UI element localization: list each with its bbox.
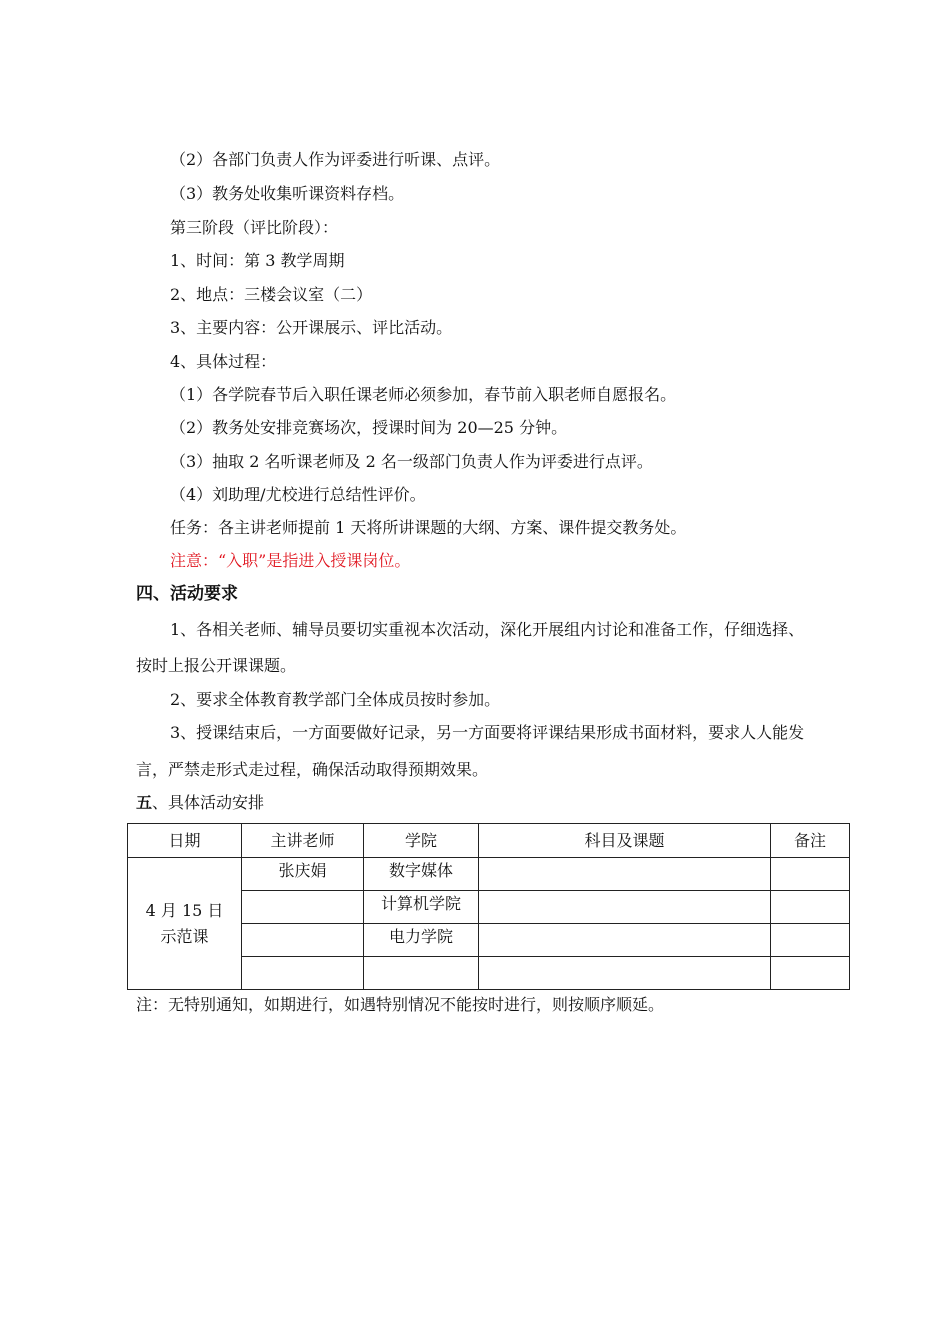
stage3-process-4: （4）刘助理/尤校进行总结性评价。 [170, 485, 426, 504]
section4-p1-line1: 1、各相关老师、辅导员要切实重视本次活动，深化开展组内讨论和准备工作，仔细选择、 [170, 620, 805, 639]
stage2-item-2: （2）各部门负责人作为评委进行听课、点评。 [170, 150, 501, 169]
subject-cell [479, 891, 771, 924]
section4-p3-line1: 3、授课结束后，一方面要做好记录，另一方面要将评课结果形成书面材料，要求人人能发 [170, 723, 805, 742]
header-date: 日期 [128, 824, 242, 858]
section5-heading [136, 792, 264, 814]
date-line2: 示范课 [160, 926, 209, 946]
subject-cell [479, 858, 771, 891]
stage3-process-title: 4、具体过程： [170, 352, 277, 371]
section4-heading: 四、活动要求 [136, 584, 238, 604]
college-cell [364, 957, 479, 990]
section4-p1-line2: 按时上报公开课课题。 [136, 656, 297, 675]
header-college: 学院 [364, 824, 479, 858]
table-row [128, 858, 850, 891]
date-line1: 4 月 15 日 [145, 900, 224, 920]
schedule-header-row [128, 824, 850, 858]
college-cell: 数字媒体 [364, 858, 479, 891]
subject-cell [479, 924, 771, 957]
section5-heading-text: 、具体活动安排 [152, 793, 265, 812]
schedule-table [127, 823, 850, 990]
header-teacher: 主讲老师 [242, 824, 364, 858]
remark-cell [771, 957, 850, 990]
footnote: 注：无特别通知，如期进行，如遇特别情况不能按时进行，则按顺序顺延。 [136, 995, 665, 1014]
college-cell: 计算机学院 [364, 891, 479, 924]
teacher-cell [242, 957, 364, 990]
stage3-time: 1、时间：第 3 教学周期 [170, 251, 345, 270]
stage3-title: 第三阶段（评比阶段）： [170, 218, 339, 237]
date-cell [128, 858, 242, 990]
stage3-process-3: （3）抽取 2 名听课老师及 2 名一级部门负责人作为评委进行点评。 [170, 452, 653, 471]
section4-p3-line2: 言，严禁走形式走过程，确保活动取得预期效果。 [136, 760, 489, 779]
remark-cell [771, 924, 850, 957]
teacher-cell [242, 891, 364, 924]
stage3-place: 2、地点：三楼会议室（二） [170, 285, 373, 304]
teacher-cell: 张庆娟 [242, 858, 364, 891]
subject-cell [479, 957, 771, 990]
remark-cell [771, 891, 850, 924]
stage3-content: 3、主要内容：公开课展示、评比活动。 [170, 318, 453, 337]
section5-heading-num: 五 [136, 793, 153, 812]
stage3-note: 注意：“入职”是指进入授课岗位。 [170, 551, 411, 570]
stage3-process-1: （1）各学院春节后入职任课老师必须参加，春节前入职老师自愿报名。 [170, 385, 677, 404]
stage3-process-2: （2）教务处安排竞赛场次，授课时间为 20—25 分钟。 [170, 418, 568, 437]
header-subject: 科目及课题 [479, 824, 771, 858]
stage3-task: 任务：各主讲老师提前 1 天将所讲课题的大纲、方案、课件提交教务处。 [170, 518, 687, 537]
remark-cell [771, 858, 850, 891]
header-remark: 备注 [771, 824, 850, 858]
college-cell: 电力学院 [364, 924, 479, 957]
stage2-item-3: （3）教务处收集听课资料存档。 [170, 184, 405, 203]
teacher-cell [242, 924, 364, 957]
section4-p2: 2、要求全体教育教学部门全体成员按时参加。 [170, 690, 501, 709]
